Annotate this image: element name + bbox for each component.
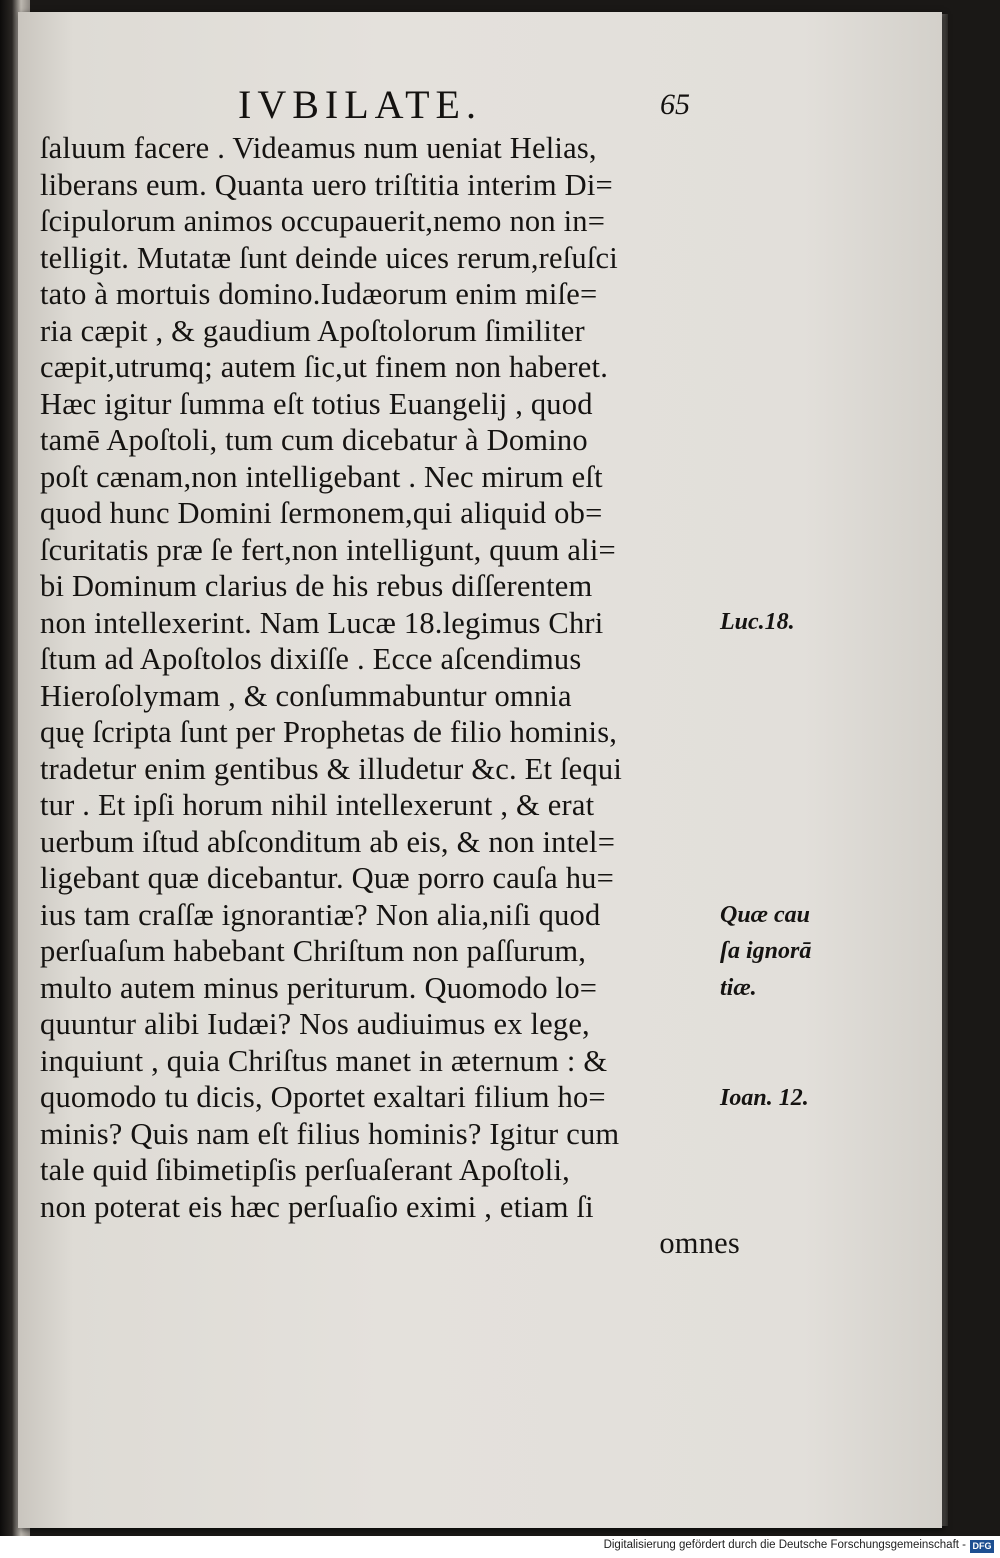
margin-note-causa: ſa ignorā xyxy=(720,938,812,964)
page-number: 65 xyxy=(660,88,690,121)
text-line: quomodo tu dicis, Oportet exaltari filium ho= xyxy=(40,1080,606,1114)
dfg-logo: DFG xyxy=(970,1540,994,1553)
text-line: quuntur alibi Iudæi? Nos audiuimus ex lege, xyxy=(40,1007,590,1041)
text-line: cæpit,utrumq; autem ſic,ut finem non haberet. xyxy=(40,350,609,384)
text-line: uerbum iſtud abſconditum ab eis, & non intel= xyxy=(40,824,616,859)
page-header xyxy=(18,80,942,130)
margin-note-causa: Quæ cau xyxy=(720,902,811,928)
text-line: tamē Apoſtoli, tum cum dicebatur à Domino xyxy=(40,423,588,457)
running-title: IVBILATE. xyxy=(238,82,482,127)
text-line: perſuaſum habebant Chriſtum non paſſurum, xyxy=(40,934,587,968)
margin-note-ioan: Ioan. 12. xyxy=(720,1085,809,1111)
text-line: bi Dominum clarius de his rebus diſſerentem xyxy=(40,569,593,603)
margin-note-luc: Luc.18. xyxy=(720,609,795,635)
body-text xyxy=(40,130,740,1262)
text-line: poſt cænam,non intelligebant . Nec mirum eſt xyxy=(40,459,603,494)
catchword: omnes xyxy=(659,1226,740,1260)
text-line: quod hunc Domini ſermonem,qui aliquid ob= xyxy=(40,496,603,530)
text-line: quę ſcripta ſunt per Prophetas de filio hominis, xyxy=(40,715,618,749)
digitization-credit: Digitalisierung gefördert durch die Deutsche Forschungsgemeinschaft - xyxy=(603,1539,966,1551)
text-line: ligebant quæ dicebantur. Quæ porro cauſa hu= xyxy=(40,861,615,895)
text-line: ius tam craſſæ ignorantiæ? Non alia,niſi quod xyxy=(40,897,601,932)
text-line: ſcuritatis præ ſe fert,non intelligunt, quum ali= xyxy=(40,532,616,567)
book-page xyxy=(18,12,942,1528)
text-line: ſaluum facere . Videamus num ueniat Helias, xyxy=(40,131,597,165)
text-line: ſtum ad Apoſtolos dixiſſe . Ecce aſcendimus xyxy=(40,642,582,676)
text-line: minis? Quis nam eſt filius hominis? Igitur cum xyxy=(40,1116,620,1151)
text-line: ria cæpit , & gaudium Apoſtolorum ſimiliter xyxy=(40,313,585,348)
text-line: tato à mortuis domino.Iudæorum enim miſe= xyxy=(40,277,598,311)
text-line: multo autem minus periturum. Quomodo lo= xyxy=(40,970,598,1005)
text-line: non poterat eis hæc perſuaſio eximi , etiam ſi xyxy=(40,1189,594,1224)
text-line: ſcipulorum animos occupauerit,nemo non in= xyxy=(40,204,606,238)
margin-note-causa: tiæ. xyxy=(720,975,757,1001)
text-line: tur . Et ipſi horum nihil intellexerunt , & erat xyxy=(40,788,595,822)
text-line: liberans eum. Quanta uero triſtitia interim Di= xyxy=(40,167,613,202)
text-line: inquiunt , quia Chriſtus manet in æternum : & xyxy=(40,1043,608,1078)
text-line: tradetur enim gentibus & illudetur &c. Et ſequi xyxy=(40,751,622,786)
text-line: Hieroſolymam , & conſummabuntur omnia xyxy=(40,678,572,713)
text-line: telligit. Mutatæ ſunt deinde uices rerum,reſuſci xyxy=(40,240,618,275)
footer-bar xyxy=(0,1536,1000,1558)
text-line: non intellexerint. Nam Lucæ 18.legimus Chri xyxy=(40,605,604,640)
text-line: Hæc igitur ſumma eſt totius Euangelij , quod xyxy=(40,386,593,421)
text-line: tale quid ſibimetipſis perſuaſerant Apoſtoli, xyxy=(40,1153,570,1187)
